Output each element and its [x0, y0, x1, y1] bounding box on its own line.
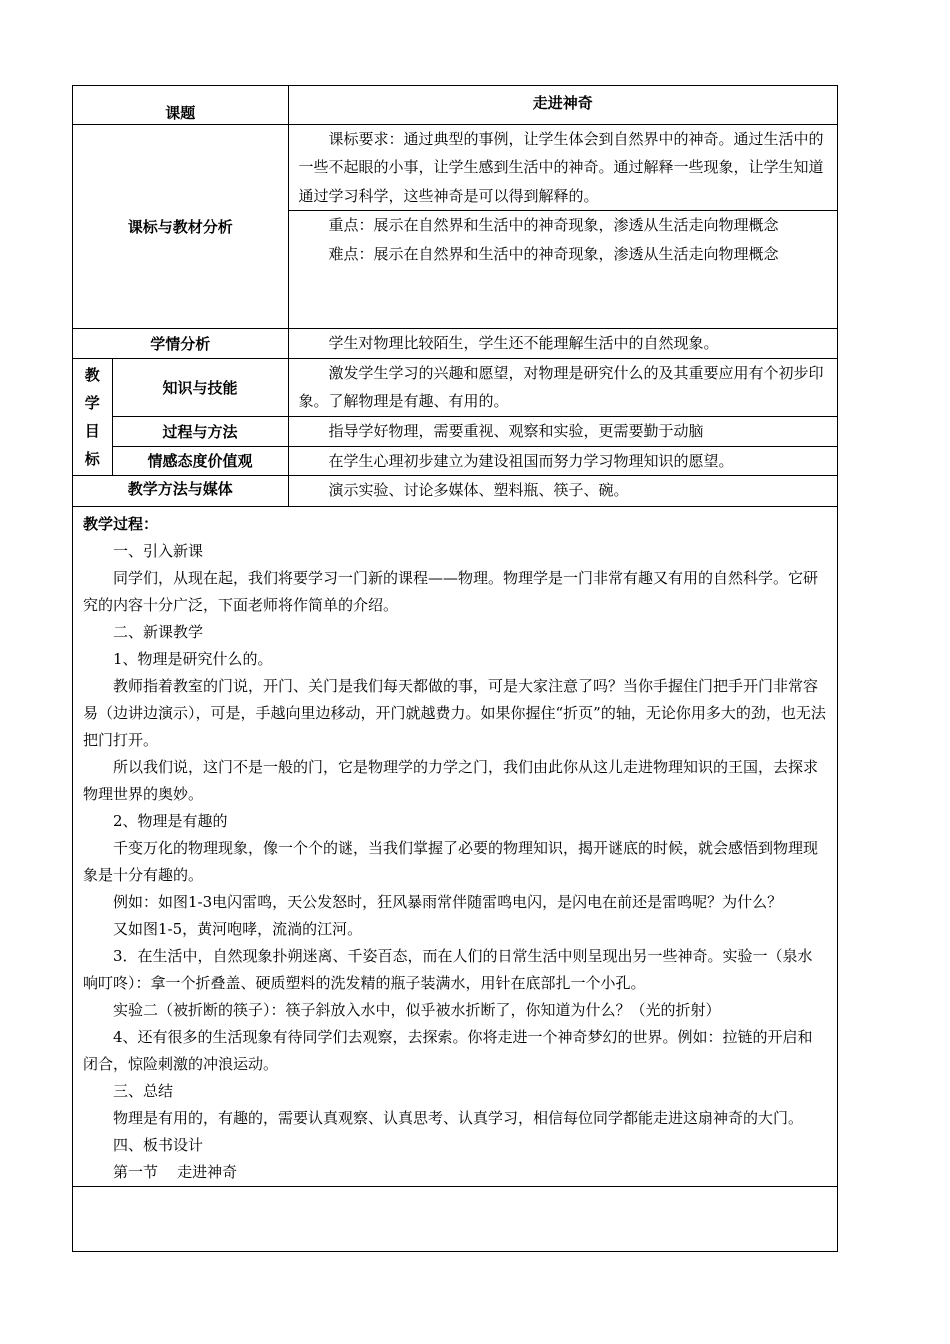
- goal-knowledge-row: [73, 358, 837, 416]
- student-row: [73, 329, 837, 359]
- process-paragraph: 物理是有用的，有趣的，需要认真观察、认真思考、认真学习，相信每位同学都能走进这扇神奇的大门。: [113, 1109, 804, 1127]
- teaching-process-cell: [73, 507, 837, 1187]
- process-row: [73, 507, 837, 1187]
- process-paragraph: 所以我们说，这门不是一般的门，它是物理学的力学之门，我们由此你从这儿走进物理知识的王国，去探求物理世界的奥妙。: [83, 758, 819, 803]
- process-paragraph: 四、板书设计: [113, 1136, 204, 1154]
- difficult-point: 难点：展示在自然界和生活中的神奇现象，渗透从生活走向物理概念: [328, 244, 779, 263]
- lesson-plan-page: [72, 85, 838, 1252]
- topic-value: 走进神奇: [288, 86, 837, 124]
- teaching-process: [73, 507, 837, 1186]
- analysis-row-1: [73, 124, 837, 211]
- process-paragraph: 三、总结: [113, 1082, 174, 1100]
- topic-label: 课题: [73, 86, 288, 124]
- key-difficult-points: [288, 211, 837, 329]
- goal-emotion-row: [73, 446, 837, 476]
- emotion-value-label: 情感态度价值观: [112, 446, 288, 476]
- process-paragraph: 教师指着教室的门说，开门、关门是我们每天都做的事，可是大家注意了吗？当你手握住门把手开门非常容易（边讲边演示），可是，手越向里边移动，开门就越费力。如果你握住“折页”的轴，无论你用多大的劲，也无法把门打开。: [83, 677, 826, 749]
- goal-process-row: [73, 416, 837, 446]
- methods-text: 演示实验、讨论多媒体、塑料瓶、筷子、碗。: [288, 476, 837, 507]
- process-paragraph: 1、物理是研究什么的。: [113, 650, 273, 668]
- process-paragraph: 例如：如图1-3电闪雷鸣，天公发怒时，狂风暴雨常伴随雷鸣电闪，是闪电在前还是雷鸣呢？为什么？: [113, 893, 783, 911]
- process-paragraph: 二、新课教学: [113, 623, 204, 641]
- student-analysis-label: 学情分析: [73, 329, 288, 359]
- key-point: 重点：展示在自然界和生活中的神奇现象，渗透从生活走向物理概念: [328, 216, 779, 234]
- methods-row: [73, 476, 837, 507]
- goal-char: 教: [84, 365, 100, 384]
- lesson-plan-table: [73, 86, 837, 1187]
- emotion-value-text: 在学生心理初步建立为建设祖国而努力学习物理知识的愿望。: [288, 446, 837, 476]
- process-method-text: 指导学好物理，需要重视、观察和实验，更需要勤于动脑: [288, 416, 837, 446]
- goal-char: 目: [84, 421, 100, 440]
- student-analysis-text: 学生对物理比较陌生，学生还不能理解生活中的自然现象。: [288, 329, 837, 359]
- process-paragraph: 第一节 走进神奇: [113, 1163, 238, 1181]
- process-paragraph: 同学们，从现在起，我们将要学习一门新的课程——物理。物理学是一门非常有趣又有用的自然科学。它研究的内容十分广泛，下面老师将作简单的介绍。: [83, 569, 819, 614]
- teaching-goals-label: [73, 358, 112, 476]
- process-paragraph: 一、引入新课: [113, 542, 204, 560]
- knowledge-skill-text: 激发学生学习的兴趣和愿望，对物理是研究什么的及其重要应用有个初步印象。了解物理是有趣、有用的。: [288, 358, 837, 416]
- goal-char: 标: [84, 449, 100, 468]
- knowledge-skill-label: 知识与技能: [112, 358, 288, 416]
- process-paragraph: 4、还有很多的生活现象有待同学们去观察，去探索。你将走进一个神奇梦幻的世界。例如：拉链的开启和闭合，惊险刺激的冲浪运动。: [83, 1028, 813, 1073]
- process-paragraph: 2、物理是有趣的: [113, 812, 228, 830]
- curriculum-requirement: 课标要求：通过典型的事例，让学生体会到自然界中的神奇。通过生活中的一些不起眼的小事，让学生感到生活中的神奇。通过解释一些现象，让学生知道通过学习科学，这些神奇是可以得到解释的。: [288, 124, 837, 211]
- topic-row: [73, 86, 837, 124]
- process-method-label: 过程与方法: [112, 416, 288, 446]
- analysis-label: 课标与教材分析: [73, 124, 288, 329]
- process-paragraph: 3．在生活中，自然现象扑朔迷离、千姿百态，而在人们的日常生活中则呈现出另一些神奇。实验一（泉水响叮咚）：拿一个折叠盖、硬质塑料的洗发精的瓶子装满水，用针在底部扎一个小孔。: [83, 947, 813, 992]
- teaching-process-heading: 教学过程：: [83, 515, 159, 533]
- methods-label: 教学方法与媒体: [73, 476, 288, 507]
- process-paragraph: 又如图1-5，黄河咆哮，流淌的江河。: [113, 920, 363, 938]
- process-paragraph: 实验二（被折断的筷子）：筷子斜放入水中，似乎被水折断了，你知道为什么？（光的折射）: [113, 1001, 721, 1019]
- process-paragraph: 千变万化的物理现象，像一个个的谜，当我们掌握了必要的物理知识，揭开谜底的时候，就会感悟到物理现象是十分有趣的。: [83, 839, 819, 884]
- goal-char: 学: [84, 393, 100, 412]
